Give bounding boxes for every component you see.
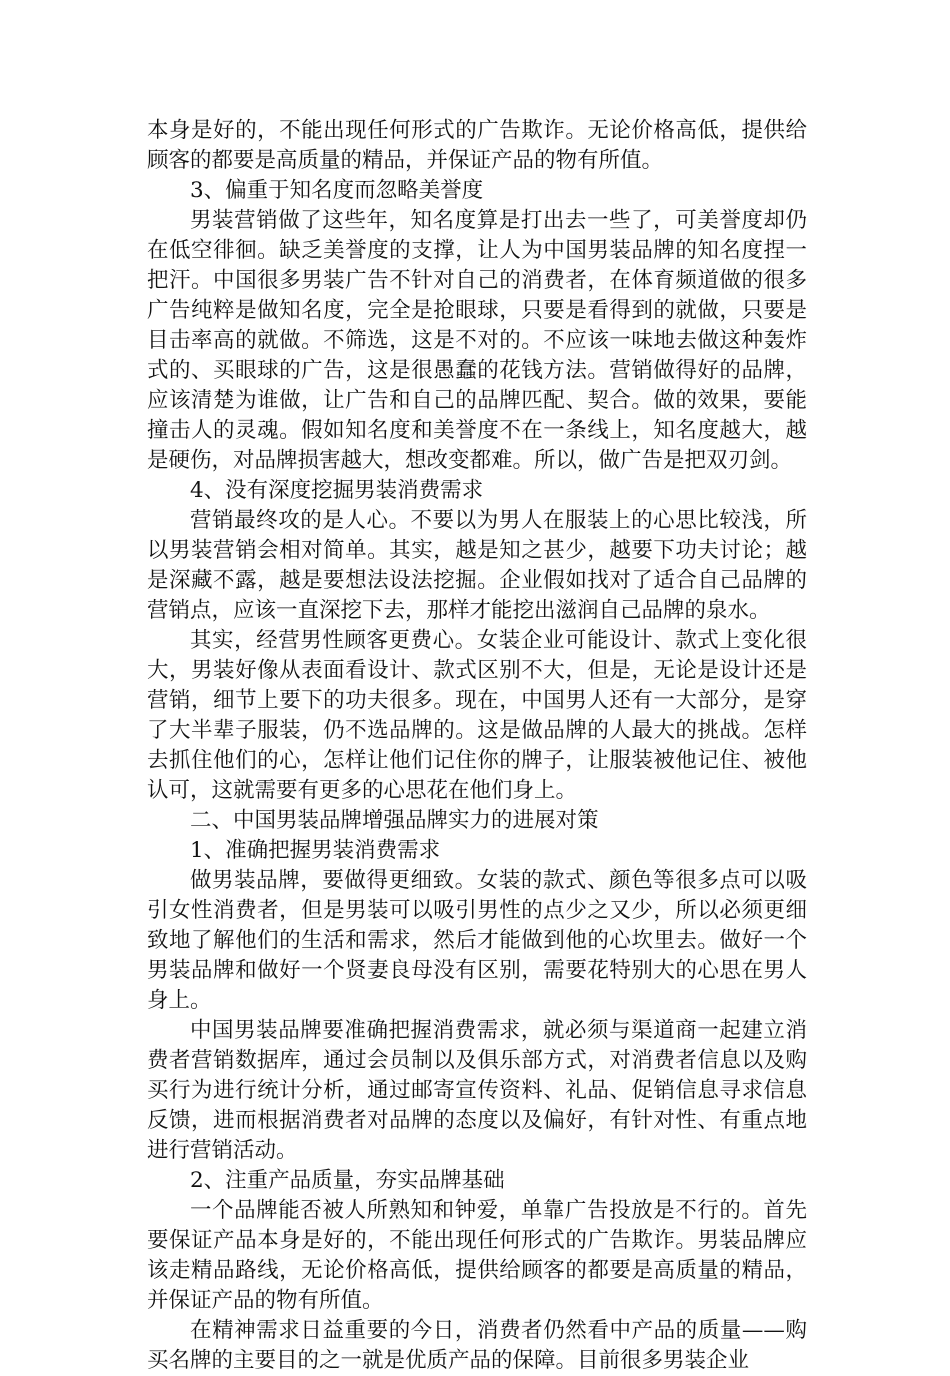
section-heading: 2、注重产品质量，夯实品牌基础 [190, 1168, 505, 1193]
paragraph: 一个品牌能否被人所熟知和钟爱，单靠广告投放是不行的。首先要保证产品本身是好的，不能出现任何形式的广告欺诈。男装品牌应该走精品路线，无论价格高低，提供给顾客的都要是高质量的精品，并保证产品的物有所值。 [147, 1198, 807, 1313]
paragraph: 做男装品牌，要做得更细致。女装的款式、颜色等很多点可以吸引女性消费者，但是男装可以吸引男性的点少之又少，所以必须更细致地了解他们的生活和需求，然后才能做到他的心坎里去。做好一个男装品牌和做好一个贤妻良母没有区别，需要花特别大的心思在男人身上。 [147, 868, 807, 1013]
paragraph: 在精神需求日益重要的今日，消费者仍然看中产品的质量——购买名牌的主要目的之一就是优质产品的保障。目前很多男装企业 [147, 1318, 807, 1373]
section-heading: 3、偏重于知名度而忽略美誉度 [190, 178, 484, 203]
section-heading: 4、没有深度挖掘男装消费需求 [190, 478, 484, 503]
paragraph: 男装营销做了这些年，知名度算是打出去一些了，可美誉度却仍在低空徘徊。缺乏美誉度的支撑，让人为中国男装品牌的知名度捏一把汗。中国很多男装广告不针对自己的消费者，在体育频道做的很多广告纯粹是做知名度，完全是抢眼球，只要是看得到的就做，只要是目击率高的就做。不筛选，这是不对的。不应该一味地去做这种轰炸式的、买眼球的广告，这是很愚蠢的花钱方法。营销做得好的品牌，应该清楚为谁做，让广告和自己的品牌匹配、契合。做的效果，要能撞击人的灵魂。假如知名度和美誉度不在一条线上，知名度越大，越是硬伤，对品牌损害越大，想改变都难。所以，做广告是把双刃剑。 [147, 208, 807, 473]
paragraph: 营销最终攻的是人心。不要以为男人在服装上的心思比较浅，所以男装营销会相对简单。其实，越是知之甚少，越要下功夫讨论；越是深藏不露，越是要想法设法挖掘。企业假如找对了适合自己品牌的营销点，应该一直深挖下去，那样才能挖出滋润自己品牌的泉水。 [147, 508, 807, 623]
document-page [147, 116, 807, 1376]
paragraph: 中国男装品牌要准确把握消费需求，就必须与渠道商一起建立消费者营销数据库，通过会员制以及俱乐部方式，对消费者信息以及购买行为进行统计分析，通过邮寄宣传资料、礼品、促销信息寻求信息反馈，进而根据消费者对品牌的态度以及偏好，有针对性、有重点地进行营销活动。 [147, 1018, 807, 1163]
chapter-heading: 二、中国男装品牌增强品牌实力的进展对策 [190, 808, 599, 833]
paragraph: 本身是好的，不能出现任何形式的广告欺诈。无论价格高低，提供给顾客的都要是高质量的精品，并保证产品的物有所值。 [147, 118, 807, 173]
paragraph: 其实，经营男性顾客更费心。女装企业可能设计、款式上变化很大，男装好像从表面看设计、款式区别不大，但是，无论是设计还是营销，细节上要下的功夫很多。现在，中国男人还有一大部分，是穿了大半辈子服装，仍不选品牌的。这是做品牌的人最大的挑战。怎样去抓住他们的心，怎样让他们记住你的牌子，让服装被他记住、被他认可，这就需要有更多的心思花在他们身上。 [147, 628, 807, 803]
section-heading: 1、准确把握男装消费需求 [190, 838, 441, 863]
